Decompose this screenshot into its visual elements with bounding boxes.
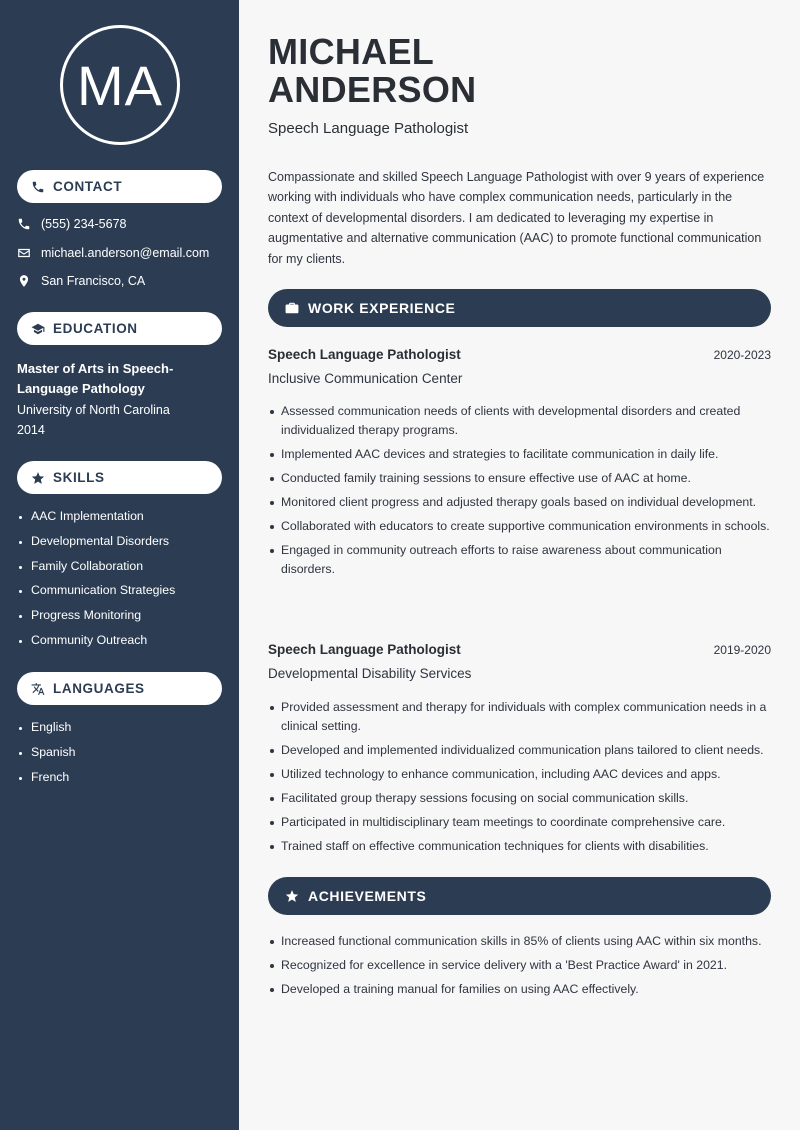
- skills-list: [17, 509, 175, 658]
- briefcase-icon: [285, 301, 299, 315]
- list-item: Developed and implemented individualized communication plans tailored to client needs.: [268, 741, 771, 760]
- list-item: English: [17, 720, 75, 745]
- job-title: Speech Language Pathologist: [268, 120, 469, 137]
- education-year: 2014: [17, 423, 45, 437]
- job-company: Inclusive Communication Center: [268, 371, 463, 386]
- list-item: Facilitated group therapy sessions focusing on social communication skills.: [268, 789, 771, 808]
- education-degree: Master of Arts in Speech-Language Pathology: [17, 361, 174, 396]
- list-item: Assessed communication needs of clients with developmental disorders and created individualized therapy programs.: [268, 402, 771, 441]
- list-item: Collaborated with educators to create supportive communication environments in schools.: [268, 517, 771, 536]
- list-item: Participated in multidisciplinary team meetings to coordinate comprehensive care.: [268, 813, 771, 832]
- list-item: Conducted family training sessions to ensure effective use of AAC at home.: [268, 469, 771, 488]
- location-text: San Francisco, CA: [41, 274, 146, 288]
- list-item: Engaged in community outreach efforts to raise awareness about communication disorders.: [268, 541, 771, 580]
- list-item: Developmental Disorders: [17, 534, 175, 559]
- languages-heading: [17, 672, 222, 705]
- list-item: Spanish: [17, 745, 75, 770]
- list-item: Developed a training manual for families on using AAC effectively.: [268, 980, 771, 999]
- contact-heading: [17, 170, 222, 203]
- achievements-heading-label: ACHIEVEMENTS: [308, 888, 427, 904]
- map-pin-icon: [17, 274, 31, 288]
- skills-heading-label: SKILLS: [53, 470, 105, 485]
- contact-heading-label: CONTACT: [53, 179, 123, 194]
- list-item: Increased functional communication skills in 85% of clients using AAC within six months.: [268, 932, 771, 951]
- job-bullets: [268, 698, 771, 861]
- job-company: Developmental Disability Services: [268, 666, 472, 681]
- phone-number: (555) 234-5678: [41, 217, 127, 231]
- job-role: Speech Language Pathologist: [268, 642, 461, 657]
- contact-email: [17, 246, 209, 260]
- contact-phone: [17, 217, 126, 231]
- graduation-cap-icon: [31, 322, 45, 336]
- phone-icon: [31, 180, 45, 194]
- envelope-icon: [17, 246, 31, 260]
- languages-list: [17, 720, 75, 794]
- list-item: French: [17, 770, 75, 795]
- job-header: [268, 347, 771, 362]
- education-school: University of North Carolina: [17, 403, 170, 417]
- achievements-heading: [268, 877, 771, 915]
- work-experience-heading-label: WORK EXPERIENCE: [308, 300, 456, 316]
- skills-heading: [17, 461, 222, 494]
- job-dates: 2020-2023: [713, 348, 771, 362]
- monogram-avatar: MA: [60, 25, 180, 145]
- name-first: MICHAEL: [268, 31, 435, 72]
- job-role: Speech Language Pathologist: [268, 347, 461, 362]
- list-item: Family Collaboration: [17, 559, 175, 584]
- name-last: ANDERSON: [268, 69, 477, 110]
- list-item: Trained staff on effective communication techniques for clients with disabilities.: [268, 837, 771, 856]
- list-item: Implemented AAC devices and strategies to facilitate communication in daily life.: [268, 445, 771, 464]
- profile-summary: Compassionate and skilled Speech Language Pathologist with over 9 years of experience working with individuals who have complex communication needs, particularly in the context of developmental disorders. I am dedicated to leveraging my expertise in augmentative and alternative communication (AAC) to promote functional communication for my clients.: [268, 170, 765, 266]
- languages-heading-label: LANGUAGES: [53, 681, 145, 696]
- full-name: [268, 33, 476, 109]
- list-item: AAC Implementation: [17, 509, 175, 534]
- list-item: Utilized technology to enhance communication, including AAC devices and apps.: [268, 765, 771, 784]
- contact-location: [17, 274, 145, 288]
- main-content: [239, 0, 800, 1130]
- list-item: Provided assessment and therapy for individuals with complex communication needs in a clinical setting.: [268, 698, 771, 737]
- translate-icon: [31, 682, 45, 696]
- achievements-list: [268, 932, 771, 1004]
- job-dates: 2019-2020: [713, 643, 771, 657]
- email-address[interactable]: michael.anderson@email.com: [41, 246, 210, 260]
- list-item: Progress Monitoring: [17, 608, 175, 633]
- list-item: Community Outreach: [17, 633, 175, 658]
- sidebar: [0, 0, 239, 1130]
- phone-icon: [17, 217, 31, 231]
- star-icon: [285, 889, 299, 903]
- list-item: Recognized for excellence in service delivery with a 'Best Practice Award' in 2021.: [268, 956, 771, 975]
- work-experience-heading: [268, 289, 771, 327]
- list-item: Communication Strategies: [17, 583, 175, 608]
- job-bullets: [268, 402, 771, 584]
- list-item: Monitored client progress and adjusted therapy goals based on individual development.: [268, 493, 771, 512]
- education-heading: [17, 312, 222, 345]
- job-header: [268, 642, 771, 657]
- star-icon: [31, 471, 45, 485]
- education-heading-label: EDUCATION: [53, 321, 138, 336]
